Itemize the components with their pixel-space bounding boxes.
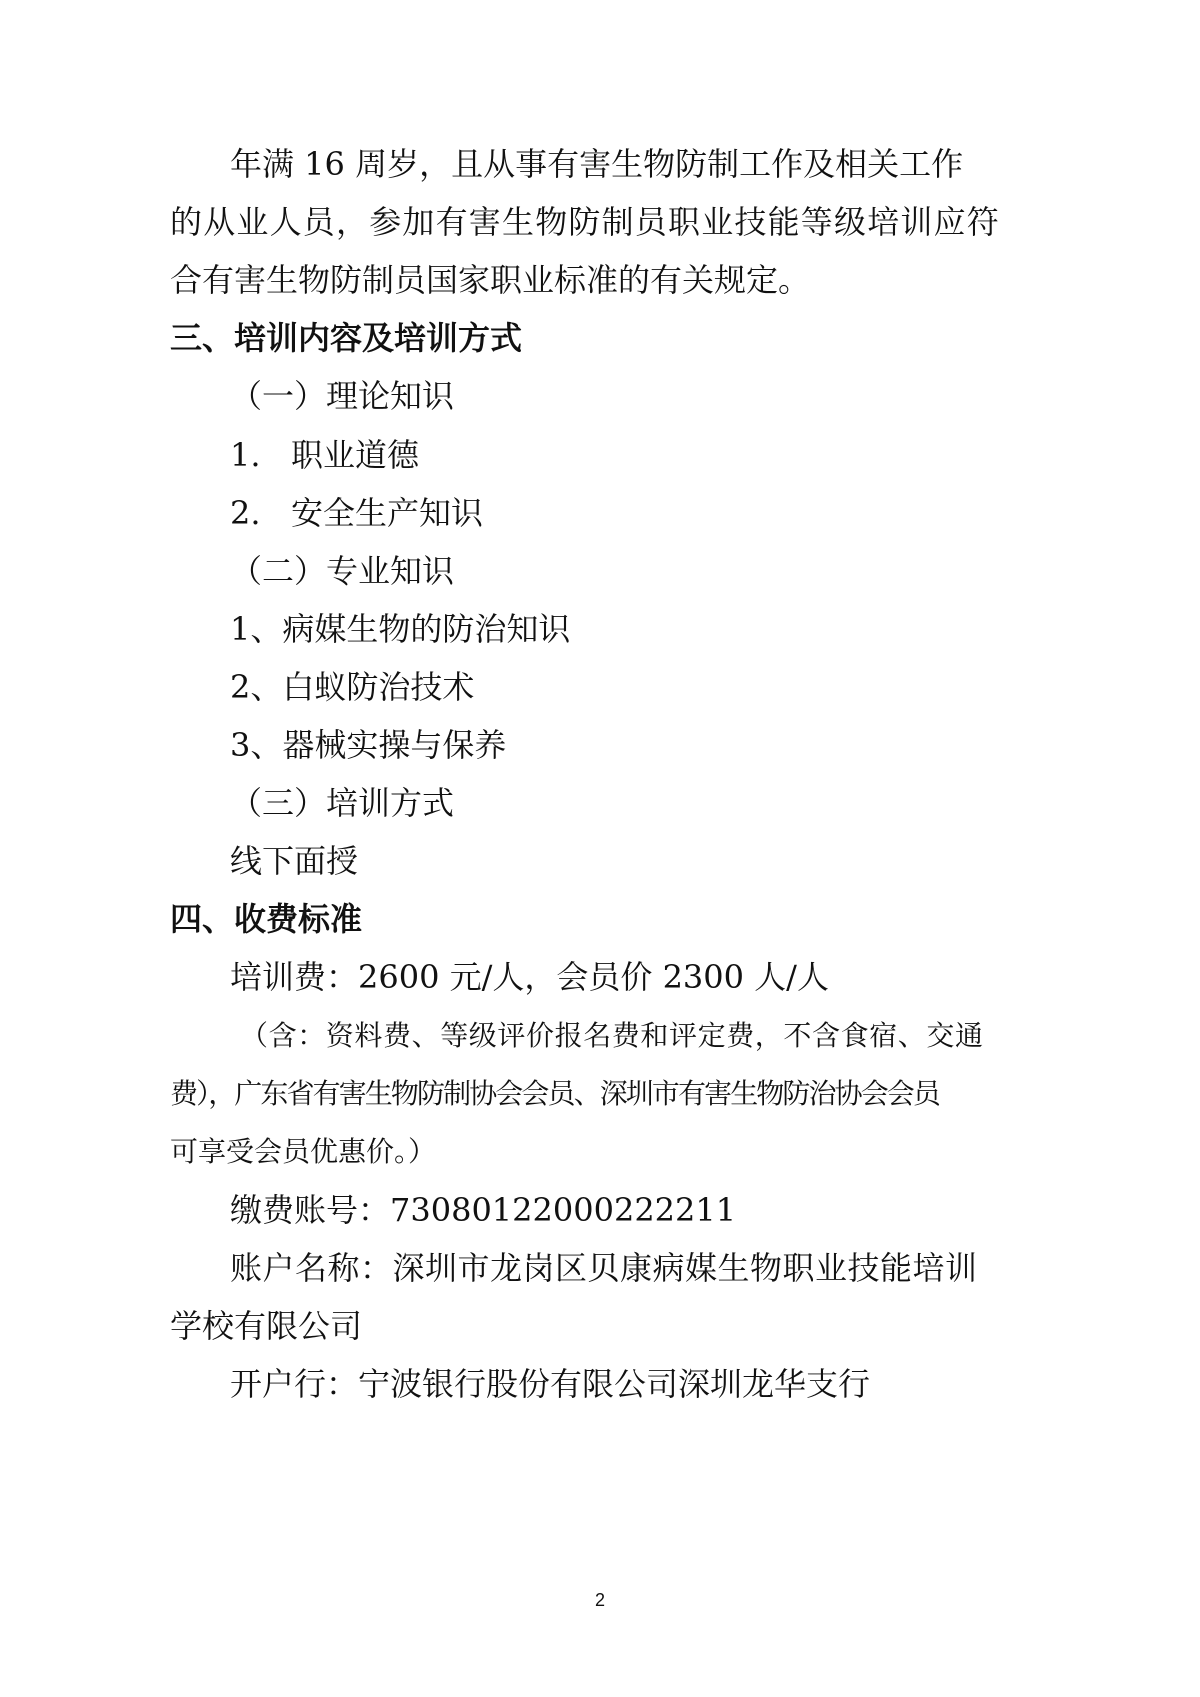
list-item: 1、病媒生物的防治知识 — [230, 610, 571, 648]
account-number: 缴费账号：73080122000222211 — [230, 1191, 737, 1229]
subsection-1-title: （一）理论知识 — [230, 377, 455, 415]
list-item: 3、器械实操与保养 — [230, 726, 507, 764]
paragraph-1-line-1: 年满 16 周岁，且从事有害生物防制工作及相关工作 — [230, 145, 964, 183]
paragraph-1-line-3: 合有害生物防制员国家职业标准的有关规定。 — [170, 261, 811, 299]
subsection-2-title: （二）专业知识 — [230, 552, 455, 590]
section-4-heading: 四、收费标准 — [170, 900, 363, 938]
fee-note-line-2: 费），广东省有害生物防制协会会员、深圳市有害生物防治协会会员 — [170, 1077, 940, 1110]
list-item: 2. 安全生产知识 — [230, 494, 484, 532]
training-method-text: 线下面授 — [230, 842, 359, 880]
subsection-3-title: （三）培训方式 — [230, 784, 455, 822]
fee-note-line-3: 可享受会员优惠价。） — [170, 1135, 437, 1168]
paragraph-1-line-2: 的从业人员，参加有害生物防制员职业技能等级培训应符 — [170, 203, 1001, 241]
account-name-line-1: 账户名称：深圳市龙岗区贝康病媒生物职业技能培训 — [230, 1249, 978, 1287]
account-name-line-2: 学校有限公司 — [170, 1307, 363, 1345]
fee-text: 培训费：2600 元/人，会员价 2300 人/人 — [230, 958, 829, 996]
fee-note-line-1: （含：资料费、等级评价报名费和评定费，不含食宿、交通 — [240, 1019, 984, 1052]
bank-name: 开户行：宁波银行股份有限公司深圳龙华支行 — [230, 1365, 871, 1403]
page-number: 2 — [594, 1590, 605, 1610]
list-item: 2、白蚁防治技术 — [230, 668, 475, 706]
list-item: 1. 职业道德 — [230, 436, 420, 474]
section-3-heading: 三、培训内容及培训方式 — [170, 319, 523, 357]
